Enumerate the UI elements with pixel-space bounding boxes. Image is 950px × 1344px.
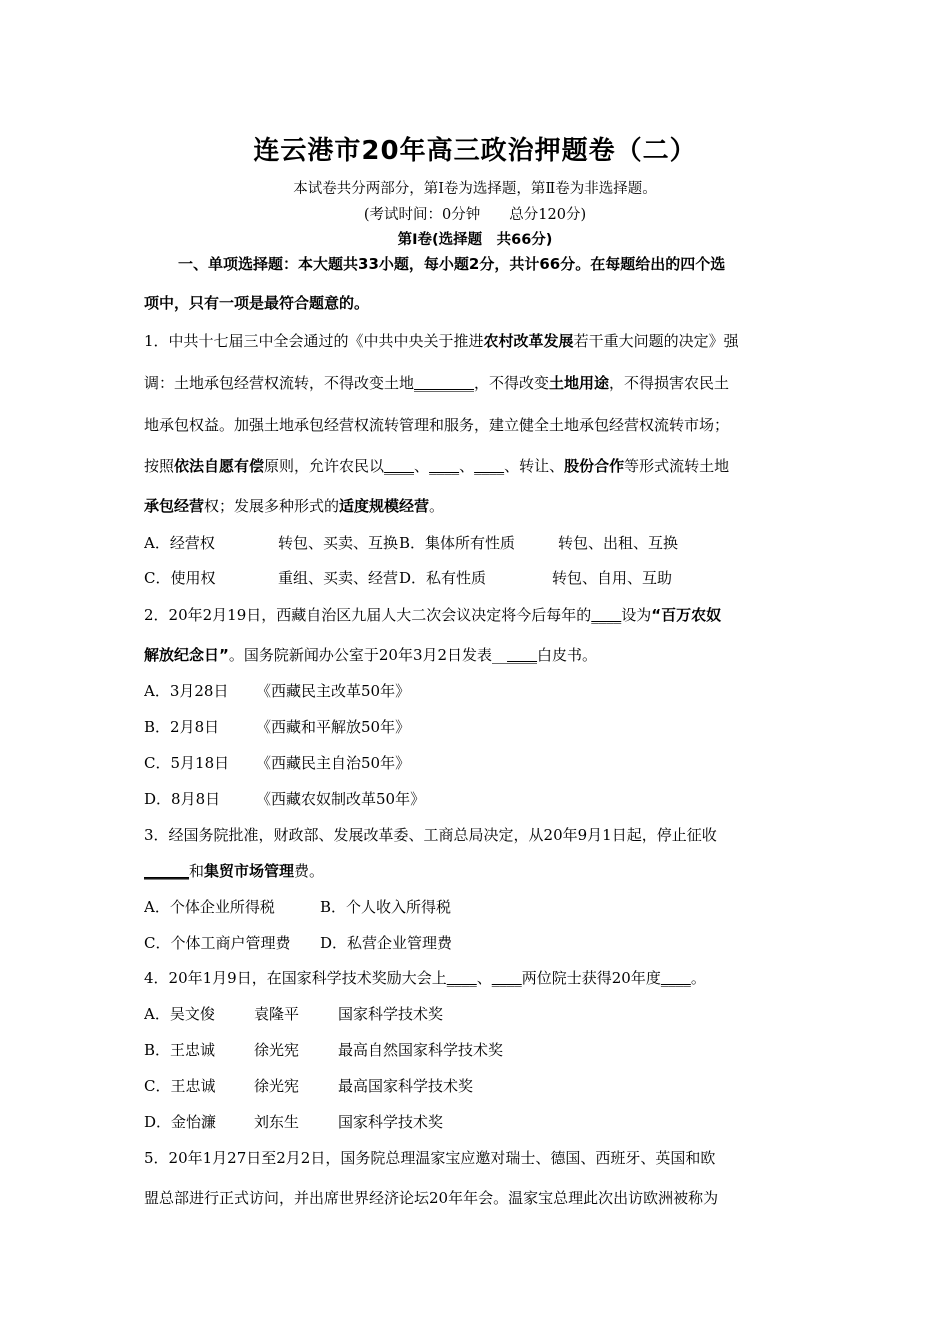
q1-line1 bbox=[144, 330, 808, 351]
q1-text: 、 bbox=[414, 457, 430, 475]
q2-blank: ____ bbox=[507, 646, 538, 664]
q4-option-a-label: A．吴文俊 bbox=[144, 1005, 215, 1023]
q4-option-c-name: 徐光宪 bbox=[254, 1077, 300, 1095]
q1-text: ，不得损害农民土 bbox=[609, 374, 730, 392]
q2-option-a-label: A．3月28日 bbox=[144, 682, 229, 700]
q2-blank: __ bbox=[492, 646, 508, 664]
q1-emphasis: 土地用途 bbox=[549, 374, 610, 392]
q4-option-b-label: B．王忠诚 bbox=[144, 1041, 216, 1059]
q1-option-c-label: C．使用权 bbox=[144, 569, 216, 587]
q4-option-c-award: 最高国家科学技术奖 bbox=[338, 1077, 474, 1095]
q1-text: 、 bbox=[459, 457, 475, 475]
q1-emphasis: 依法自愿有偿 bbox=[174, 457, 265, 475]
q1-text: 若干重大问题的决定》强 bbox=[573, 332, 739, 350]
q3-option-b: B．个人收入所得税 bbox=[320, 898, 452, 916]
q4-option-d-award: 国家科学技术奖 bbox=[338, 1113, 444, 1131]
q1-emphasis: 承包经营 bbox=[144, 497, 205, 515]
q2-emphasis: 解放纪念日” bbox=[144, 646, 229, 664]
q1-text: 原则，允许农民以 bbox=[264, 457, 385, 475]
q3-text: 费。 bbox=[294, 862, 325, 880]
q2-line2 bbox=[144, 644, 808, 665]
q4-blank: ____ bbox=[660, 969, 691, 987]
q3-option-c: C．个体工商户管理费 bbox=[144, 934, 291, 952]
q4-option-d bbox=[144, 1111, 808, 1132]
q1-option-a-label: A．经营权 bbox=[144, 534, 215, 552]
q2-option-b-text: 《西藏和平解放50年》 bbox=[256, 718, 411, 736]
q1-text: 、转让、 bbox=[504, 457, 565, 475]
doc-intro: 本试卷共分两部分，第Ⅰ卷为选择题，第Ⅱ卷为非选择题。 bbox=[293, 181, 657, 197]
q5-line2: 盟总部进行正式访问，并出席世界经济论坛20年年会。温家宝总理此次出访欧洲被称为 bbox=[144, 1189, 719, 1207]
q2-text: 白皮书。 bbox=[537, 646, 598, 664]
exam-info: (考试时间：0分钟 总分120分) bbox=[363, 207, 587, 223]
q4-option-a bbox=[144, 1003, 808, 1024]
q1-option-d-text: 转包、自用、互助 bbox=[552, 569, 673, 587]
section-instructions-line2: 项中，只有一项是最符合题意的。 bbox=[144, 294, 370, 312]
q2-option-d-label: D．8月8日 bbox=[144, 790, 221, 808]
q4-text: 。 bbox=[690, 969, 706, 987]
q4-option-b bbox=[144, 1039, 808, 1060]
doc-title: 连云港市20年高三政治押题卷（二） bbox=[253, 136, 697, 166]
q1-text: 权；发展多种形式的 bbox=[204, 497, 340, 515]
q1-emphasis: 股份合作 bbox=[564, 457, 625, 475]
q2-line1 bbox=[144, 604, 808, 625]
q3-options-ab bbox=[144, 896, 808, 917]
q1-option-d-label: D．私有性质 bbox=[399, 569, 487, 587]
q2-option-d bbox=[144, 788, 808, 809]
q2-option-a bbox=[144, 680, 808, 701]
q3-emphasis: 集贸市场管理 bbox=[204, 862, 295, 880]
q4-option-c bbox=[144, 1075, 808, 1096]
q4-text: 两位院士获得20年度 bbox=[521, 969, 661, 987]
q1-option-a-text: 转包、买卖、互换 bbox=[278, 534, 399, 552]
q4-text: 4．20年1月9日，在国家科学技术奖励大会上 bbox=[144, 969, 447, 987]
q1-option-b-label: B．集体所有性质 bbox=[399, 534, 516, 552]
q4-text: 、 bbox=[476, 969, 492, 987]
q1-blank: ____ bbox=[474, 457, 505, 475]
q1-options-ab bbox=[144, 532, 808, 553]
q2-emphasis: “百万农奴 bbox=[651, 606, 722, 624]
q2-option-a-text: 《西藏民主改革50年》 bbox=[256, 682, 411, 700]
q4-option-c-label: C．王忠诚 bbox=[144, 1077, 216, 1095]
q4-blank: ____ bbox=[491, 969, 522, 987]
q2-text: 。国务院新闻办公室于20年3月2日发表 bbox=[228, 646, 493, 664]
q3-option-d: D．私营企业管理费 bbox=[320, 934, 453, 952]
q4-option-a-award: 国家科学技术奖 bbox=[338, 1005, 444, 1023]
q1-option-b-text: 转包、出租、互换 bbox=[558, 534, 679, 552]
q1-text: 等形式流转土地 bbox=[624, 457, 730, 475]
q1-text: 1．中共十七届三中全会通过的《中共中央关于推进 bbox=[144, 332, 484, 350]
q1-options-cd bbox=[144, 567, 808, 588]
q1-line5 bbox=[144, 495, 808, 516]
q4-line1 bbox=[144, 967, 808, 988]
q1-blank: ________ bbox=[414, 374, 475, 392]
q1-line3: 地承包权益。加强土地承包经营权流转管理和服务，建立健全土地承包经营权流转市场； bbox=[144, 416, 730, 434]
q1-text: 调：土地承包经营权流转，不得改变土地 bbox=[144, 374, 415, 392]
part1-heading: 第Ⅰ卷(选择题 共66分) bbox=[397, 232, 553, 248]
q1-text: 按照 bbox=[144, 457, 175, 475]
q2-option-c bbox=[144, 752, 808, 773]
q2-option-b bbox=[144, 716, 808, 737]
q2-option-c-text: 《西藏民主自治50年》 bbox=[256, 754, 411, 772]
q2-text: 2．20年2月19日，西藏自治区九届人大二次会议决定将今后每年的 bbox=[144, 606, 592, 624]
q1-emphasis: 农村改革发展 bbox=[483, 332, 574, 350]
q4-option-d-label: D．金怡濂 bbox=[144, 1113, 217, 1131]
q1-blank: ____ bbox=[384, 457, 415, 475]
section-instructions-line1: 一、单项选择题：本大题共33小题，每小题2分，共计66分。在每题给出的四个选 bbox=[178, 255, 726, 273]
q1-text: ，不得改变 bbox=[474, 374, 550, 392]
q3-option-a: A．个体企业所得税 bbox=[144, 898, 275, 916]
q3-line2 bbox=[144, 860, 808, 881]
q4-option-b-award: 最高自然国家科学技术奖 bbox=[338, 1041, 504, 1059]
q4-blank: ____ bbox=[446, 969, 477, 987]
q2-option-b-label: B．2月8日 bbox=[144, 718, 220, 736]
q1-line4 bbox=[144, 455, 808, 476]
q1-line2 bbox=[144, 372, 808, 393]
q1-option-c-text: 重组、买卖、经营 bbox=[278, 569, 399, 587]
q3-blank: ______ bbox=[144, 862, 189, 880]
q4-option-a-name: 袁隆平 bbox=[254, 1005, 300, 1023]
q2-option-d-text: 《西藏农奴制改革50年》 bbox=[256, 790, 426, 808]
q4-option-d-name: 刘东生 bbox=[254, 1113, 300, 1131]
q2-blank: ____ bbox=[591, 606, 622, 624]
q2-text: 设为 bbox=[621, 606, 652, 624]
q3-text: 和 bbox=[189, 862, 205, 880]
q1-text: 。 bbox=[429, 497, 445, 515]
q2-option-c-label: C．5月18日 bbox=[144, 754, 230, 772]
q3-line1: 3．经国务院批准，财政部、发展改革委、工商总局决定，从20年9月1日起，停止征收 bbox=[144, 826, 717, 844]
q3-options-cd bbox=[144, 932, 808, 953]
q4-option-b-name: 徐光宪 bbox=[254, 1041, 300, 1059]
q5-line1: 5．20年1月27日至2月2日，国务院总理温家宝应邀对瑞士、德国、西班牙、英国和欧 bbox=[144, 1149, 716, 1167]
q1-emphasis: 适度规模经营 bbox=[339, 497, 430, 515]
q1-blank: ____ bbox=[429, 457, 460, 475]
